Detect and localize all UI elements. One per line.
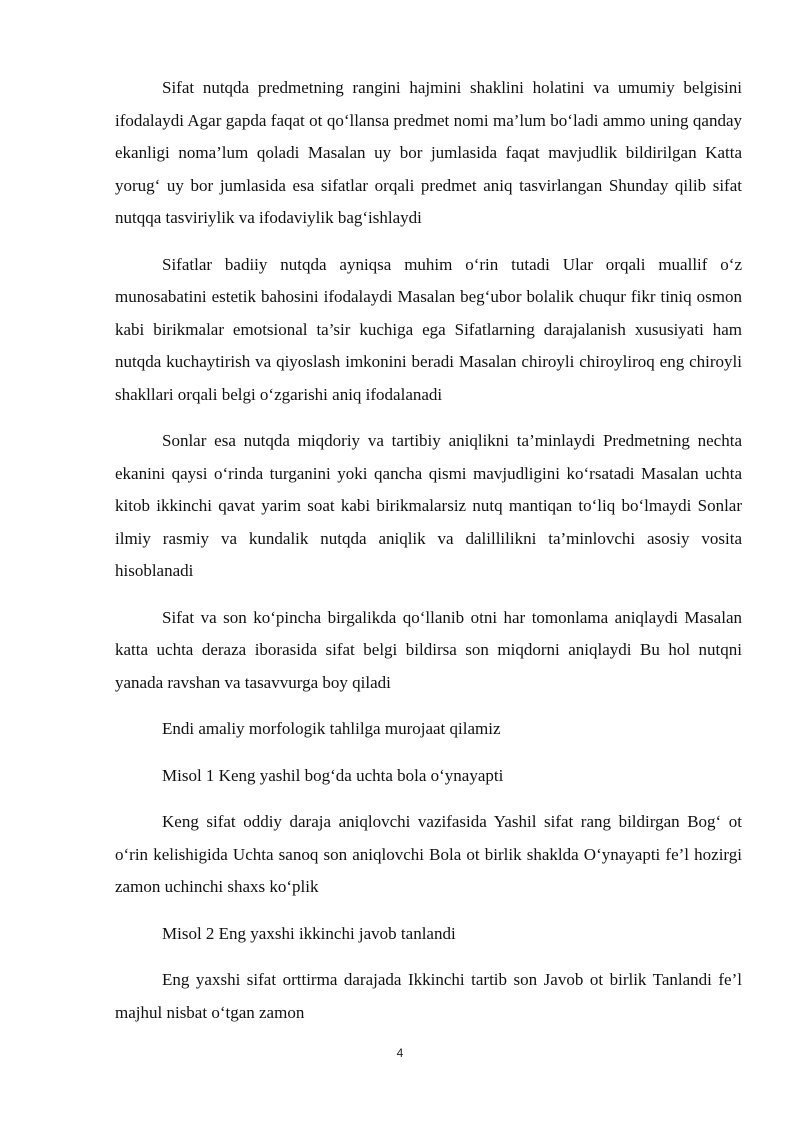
paragraph-4: Sifat va son ko‘pincha birgalikda qo‘llanib otni har tomonlama aniqlaydi Masalan katta uchta deraza iborasida sifat belgi bildirsa son miqdorni aniqlaydi Bu hol nutqni yanada ravshan va tasavvurga boy qiladi: [115, 607, 742, 692]
paragraph-9: Eng yaxshi sifat orttirma darajada Ikkinchi tartib son Javob ot birlik Tanlandi fe’l majhul nisbat o‘tgan zamon: [115, 970, 742, 1022]
paragraph-7: Keng sifat oddiy daraja aniqlovchi vazifasida Yashil sifat rang bildirgan Bog‘ ot o‘rin kelishigida Uchta sanoq son aniqlovchi Bola ot birlik shaklda O‘ynayapti fe’l hozirgi zamon uchinchi shaxs ko‘plik: [115, 812, 742, 896]
page-number: 4: [396, 1046, 404, 1060]
paragraph-1: Sifat nutqda predmetning rangini hajmini shaklini holatini va umumiy belgisini ifodalaydi Agar gapda faqat ot qo‘llansa predmet nomi ma’lum bo‘ladi ammo uning qanday ekanligi noma’lum qoladi Masalan uy bor jumlasida faqat mavjudlik bildirilgan Katta yorug‘ uy bor jumlasida esa sifatlar orqali predmet aniq tasvirlangan Shunday qilib sifat nutqqa tasviriylik va ifodaviylik bag‘ishlaydi: [115, 78, 742, 227]
paragraph-6: Misol 1 Keng yashil bog‘da uchta bola o‘ynayapti: [162, 765, 504, 785]
paragraph-5: Endi amaliy morfologik tahlilga murojaat qilamiz: [162, 719, 501, 738]
paragraph-2: Sifatlar badiiy nutqda ayniqsa muhim o‘rin tutadi Ular orqali muallif o‘z munosabatini estetik bahosini ifodalaydi Masalan beg‘ubor bolalik chuqur fikr tiniq osmon kabi birikmalar emotsional ta’sir kuchiga ega Sifatlarning darajalanish xususiyati ham nutqda kuchaytirish va qiyoslash imkonini beradi Masalan chiroyli chiroyliroq eng chiroyli shakllari orqali belgi o‘zgarishi aniq ifodalanadi: [115, 254, 742, 404]
paragraph-8: Misol 2 Eng yaxshi ikkinchi javob tanlandi: [162, 923, 456, 943]
paragraph-3: Sonlar esa nutqda miqdoriy va tartibiy aniqlikni ta’minlaydi Predmetning nechta ekanini qaysi o‘rinda turganini yoki qancha qismi mavjudligini ko‘rsatadi Masalan uchta kitob ikkinchi qavat yarim soat kabi birikmalarsiz nutq mantiqan to‘liq bo‘lmaydi Sonlar ilmiy rasmiy va kundalik nutqda aniqlik va dalillilikni ta’minlovchi asosiy vosita hisoblanadi: [115, 431, 742, 580]
document-body: [115, 72, 742, 1043]
